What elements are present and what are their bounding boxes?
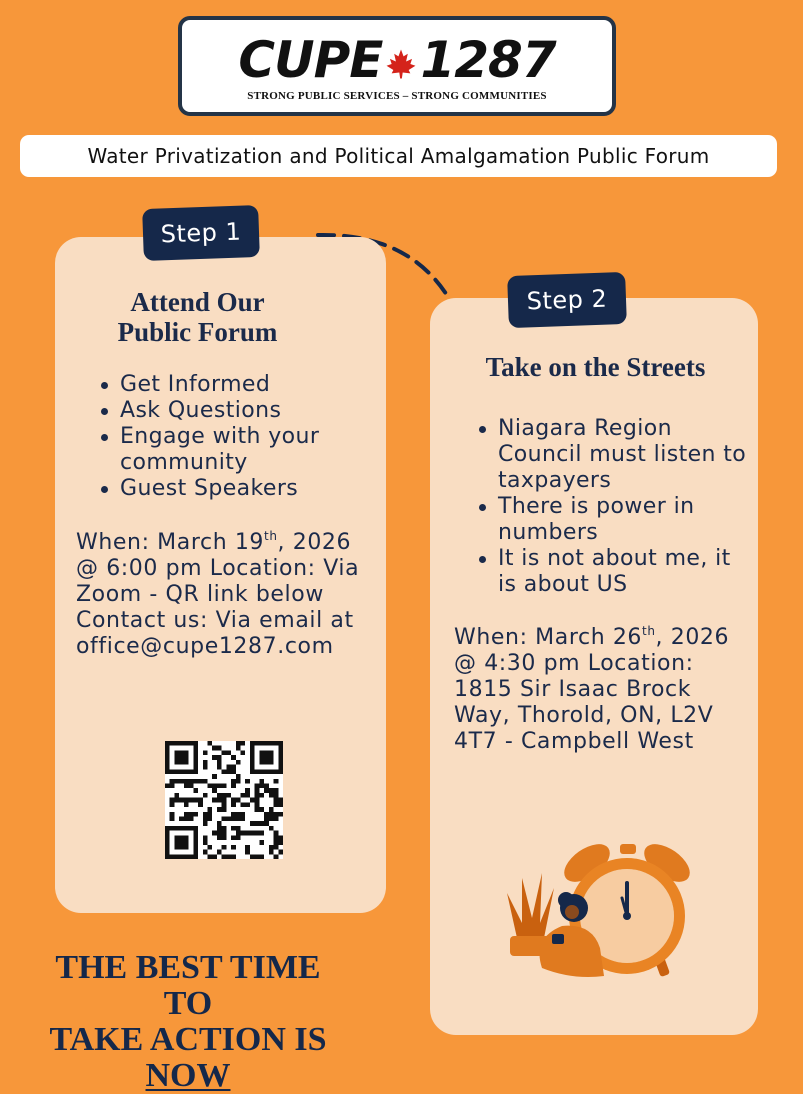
cta-line2: TAKE ACTION IS <box>49 1021 327 1058</box>
step1-title <box>80 287 315 347</box>
call-to-action <box>30 950 346 1094</box>
step1-tag: Step 1 <box>142 205 260 261</box>
logo-name-part2: 1287 <box>420 31 556 89</box>
event-title-banner: Water Privatization and Political Amalgamation Public Forum <box>20 135 777 177</box>
list-item: Niagara Region Council must listen to taxpayers <box>476 416 751 494</box>
list-item: There is power in numbers <box>476 494 751 546</box>
step2-bullet-list <box>476 416 751 598</box>
step1-contact: Contact us: Via email at office@cupe1287.com <box>76 608 354 659</box>
cta-line3: NOW <box>145 1057 231 1094</box>
logo <box>178 16 616 116</box>
step2-location: Location: 1815 Sir Isaac Brock Way, Thorold, ON, L2V 4T7 - Campbell West <box>454 651 714 754</box>
logo-wordmark <box>182 32 612 88</box>
step2-title: Take on the Streets <box>485 352 706 382</box>
step2-when-sup: th <box>642 624 656 638</box>
step2-when-label: When: March 26 <box>454 625 643 650</box>
step1-when-rest: , 2026 @ 6:00 pm <box>76 530 352 581</box>
list-item: It is not about me, it is about US <box>476 546 751 598</box>
logo-name-part1: CUPE <box>238 31 383 89</box>
maple-leaf-icon <box>384 47 418 81</box>
step1-title-line1: Attend Our <box>130 287 265 317</box>
logo-tagline: STRONG PUBLIC SERVICES – STRONG COMMUNITIES <box>247 90 547 102</box>
qr-code-icon[interactable] <box>165 741 283 859</box>
cta-line1: THE BEST TIME TO <box>55 949 321 1022</box>
list-item: Engage with your community <box>98 424 368 476</box>
step2-when-rest: , 2026 @ 4:30 pm <box>454 625 730 676</box>
list-item: Guest Speakers <box>98 476 368 502</box>
alarm-clock-person-illustration <box>492 838 692 988</box>
step2-tag: Step 2 <box>507 272 627 328</box>
step1-bullet-list <box>98 372 368 502</box>
list-item: Get Informed <box>98 372 368 398</box>
step1-when-sup: th <box>264 529 278 543</box>
step1-title-line2: Public Forum <box>117 317 278 347</box>
step2-details <box>454 625 754 755</box>
step1-location: Location: Via Zoom - QR link below <box>76 556 360 607</box>
list-item: Ask Questions <box>98 398 368 424</box>
step1-when-label: When: March 19 <box>76 530 265 555</box>
step1-details <box>76 530 376 660</box>
